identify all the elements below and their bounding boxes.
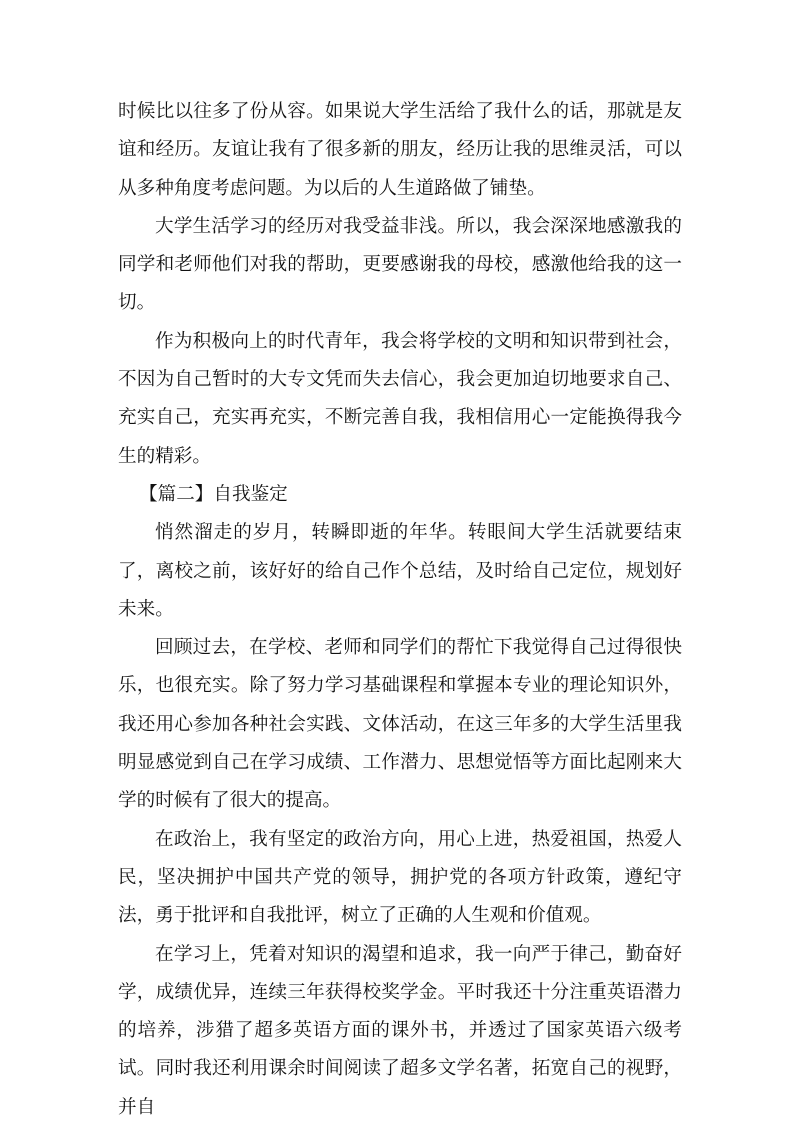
section-heading: 【篇二】自我鉴定 (139, 483, 288, 505)
paragraph-6: 在政治上，我有坚定的政治方向，用心上进，热爱祖国，热爱人民，坚决拥护中国共产党的领导，拥护党的各项方针政策，遵纪守法，勇于批评和自我批评，树立了正确的人生观和价值观。 (118, 828, 682, 927)
paragraph-5: 回顾过去，在学校、老师和同学们的帮忙下我觉得自己过得很快乐，也很充实。除了努力学习基础课程和掌握本专业的理论知识外，我还用心参加各种社会实践、文体活动，在这三年多的大学生活里我明显感觉到自己在学习成绩、工作潜力、思想觉悟等方面比起刚来大学的时候有了很大的提高。 (118, 637, 682, 812)
paragraph-7: 在学习上，凭着对知识的渴望和追求，我一向严于律己，勤奋好学，成绩优异，连续三年获得校奖学金。平时我还十分注重英语潜力的培养，涉猎了超多英语方面的课外书，并透过了国家英语六级考试。同时我还利用课余时间阅读了超多文学名著，拓宽自己的视野，并自 (118, 943, 682, 1118)
paragraph-3: 作为积极向上的时代青年，我会将学校的文明和知识带到社会，不因为自己暂时的大专文凭而失去信心，我会更加迫切地要求自己、充实自己，充实再充实，不断完善自我，我相信用心一定能换得我今生的精彩。 (118, 330, 682, 467)
paragraph-2: 大学生活学习的经历对我受益非浅。所以，我会深深地感激我的同学和老师他们对我的帮助，更要感谢我的母校，感激他给我的这一切。 (118, 215, 682, 314)
document-body (118, 93, 682, 1127)
paragraph-1: 时候比以往多了份从容。如果说大学生活给了我什么的话，那就是友谊和经历。友谊让我有了很多新的朋友，经历让我的思维灵活，可以从多种角度考虑问题。为以后的人生道路做了铺垫。 (118, 101, 682, 199)
paragraph-4: 悄然溜走的岁月，转瞬即逝的年华。转眼间大学生活就要结束了，离校之前，该好好的给自己作个总结，及时给自己定位，规划好未来。 (118, 522, 682, 620)
